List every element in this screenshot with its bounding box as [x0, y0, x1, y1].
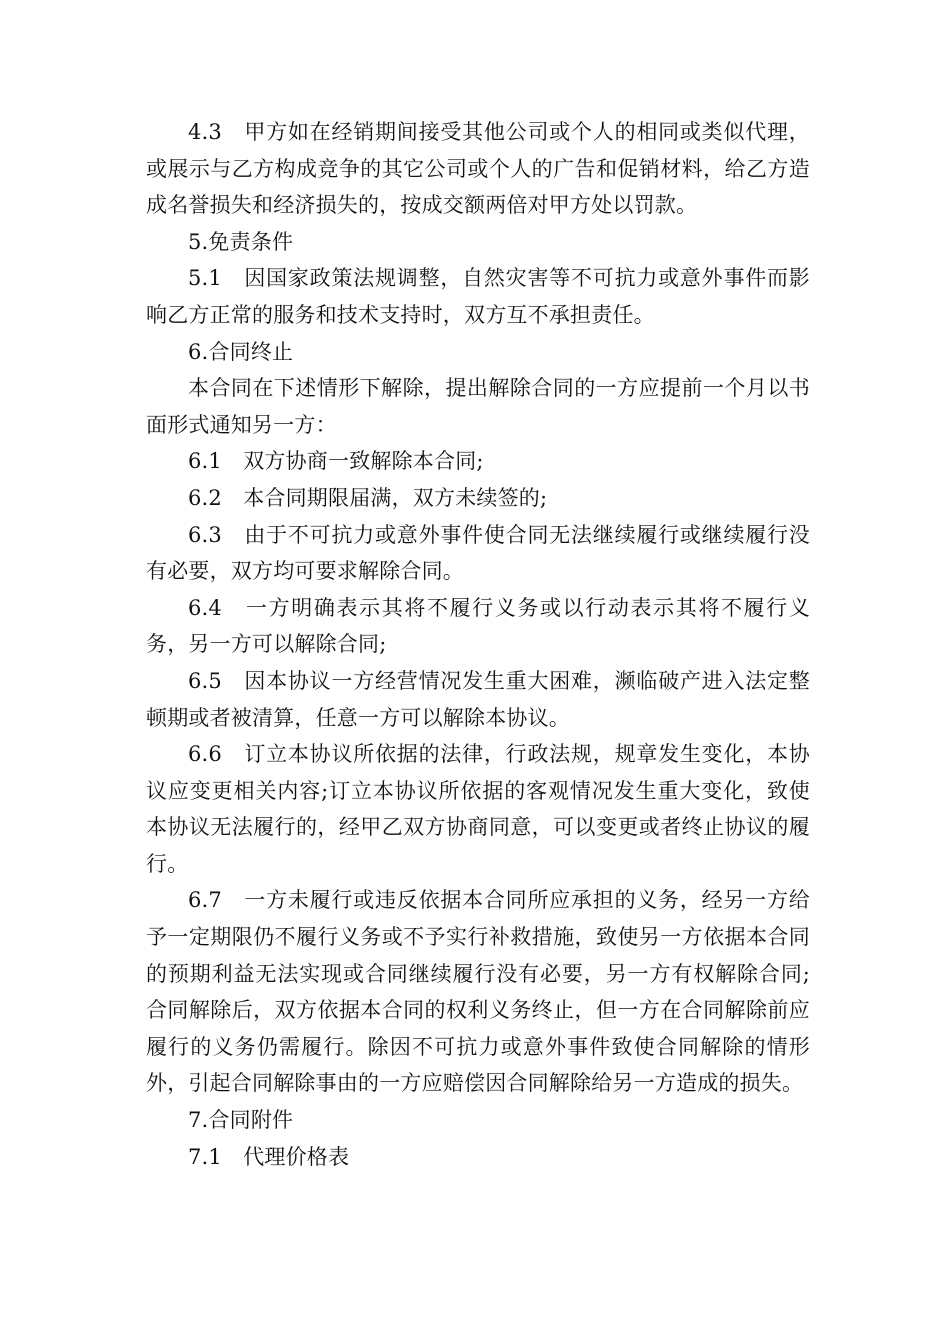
- clause-6-6: 6.6 订立本协议所依据的法律，行政法规，规章发生变化，本协议应变更相关内容;订立本协议所依据的客观情况发生重大变化，致使本协议无法履行的，经甲乙双方协商同意，可以变更或者终止协议的履行。: [146, 742, 810, 876]
- clause-6-1: 6.1 双方协商一致解除本合同;: [188, 449, 484, 474]
- clause-6-5: 6.5 因本协议一方经营情况发生重大困难，濒临破产进入法定整顿期或者被清算，任意一方可以解除本协议。: [146, 668, 810, 730]
- termination-intro: 本合同在下述情形下解除，提出解除合同的一方应提前一个月以书面形式通知另一方：: [146, 376, 810, 437]
- heading-contract-attachments: 7.合同附件: [188, 1108, 294, 1133]
- heading-contract-termination: 6.合同终止: [188, 339, 294, 364]
- clause-7-1: 7.1 代理价格表: [188, 1144, 350, 1169]
- clause-6-3: 6.3 由于不可抗力或意外事件使合同无法继续履行或继续履行没有必要，双方均可要求解除合同。: [146, 522, 810, 584]
- clause-5-1: 5.1 因国家政策法规调整，自然灾害等不可抗力或意外事件而影响乙方正常的服务和技术支持时，双方互不承担责任。: [146, 266, 810, 327]
- clause-6-7: 6.7 一方未履行或违反依据本合同所应承担的义务，经另一方给予一定期限仍不履行义务或不予实行补救措施，致使另一方依据本合同的预期利益无法实现或合同继续履行没有必要，另一方有权解除合同;合同解除后，双方依据本合同的权利义务终止，但一方在合同解除前应履行的义务仍需履行。除因不可抗力或意外事件致使合同解除的情形外，引起合同解除事由的一方应赔偿因合同解除给另一方造成的损失。: [146, 888, 810, 1096]
- clause-6-2: 6.2 本合同期限届满，双方未续签的;: [188, 485, 548, 510]
- heading-exemption-conditions: 5.免责条件: [188, 229, 294, 254]
- clause-6-4: 6.4 一方明确表示其将不履行义务或以行动表示其将不履行义务，另一方可以解除合同;: [146, 595, 810, 657]
- clause-4-3: 4.3 甲方如在经销期间接受其他公司或个人的相同或类似代理，或展示与乙方构成竞争的其它公司或个人的广告和促销材料，给乙方造成名誉损失和经济损失的，按成交额两倍对甲方处以罚款。: [146, 120, 810, 218]
- document-body: [146, 114, 810, 1175]
